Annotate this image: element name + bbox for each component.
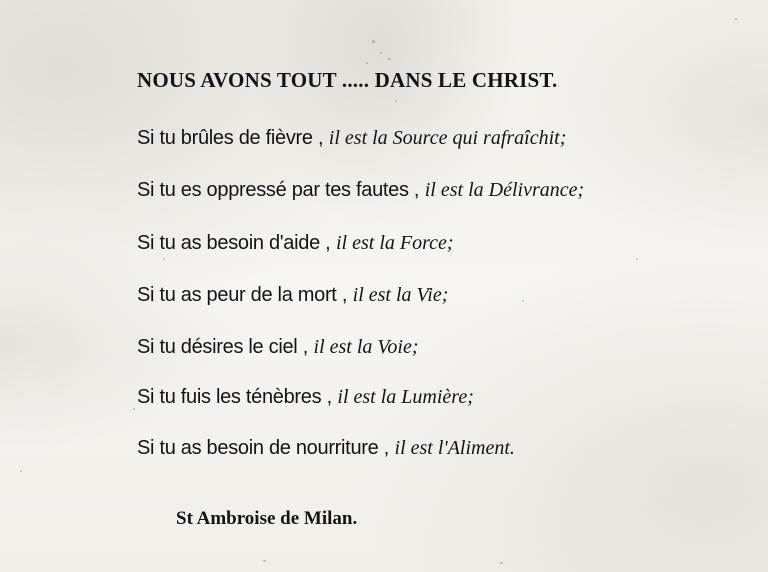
paper-speck xyxy=(388,58,391,60)
paper-speck xyxy=(522,300,524,302)
verse-line-emphasis: il est la Vie; xyxy=(352,284,449,306)
verse-line-3 xyxy=(137,232,454,255)
verse-line-emphasis: il est la Source qui rafraîchit; xyxy=(328,127,567,149)
paper-speck xyxy=(735,18,737,20)
paper-speck xyxy=(380,52,382,54)
verse-line-plain: Si tu as besoin de nourriture , xyxy=(137,437,389,459)
paper-speck xyxy=(163,258,165,260)
paper-speck xyxy=(395,100,397,102)
verse-line-7 xyxy=(137,437,515,460)
verse-line-plain: Si tu as peur de la mort , xyxy=(137,284,348,306)
verse-line-emphasis: il est la Délivrance; xyxy=(424,179,585,201)
verse-line-plain: Si tu es oppressé par tes fautes , xyxy=(137,179,420,201)
verse-line-4 xyxy=(137,284,448,307)
paper-speck xyxy=(20,470,22,472)
verse-line-plain: Si tu désires le ciel , xyxy=(137,336,308,358)
verse-line-emphasis: il est la Voie; xyxy=(313,336,419,358)
document-title: NOUS AVONS TOUT ..... DANS LE CHRIST. xyxy=(137,68,558,92)
paper-speck xyxy=(500,562,503,564)
verse-line-1 xyxy=(137,127,566,150)
verse-line-plain: Si tu brûles de fièvre , xyxy=(137,127,324,149)
paper-speck xyxy=(636,258,638,260)
paper-speck xyxy=(133,408,135,410)
paper-speck xyxy=(366,62,368,64)
verse-line-emphasis: il est l'Aliment. xyxy=(394,437,515,459)
signature: St Ambroise de Milan. xyxy=(176,508,358,529)
verse-line-2 xyxy=(137,179,584,202)
verse-line-5 xyxy=(137,336,419,359)
paper-speck xyxy=(372,40,375,43)
verse-line-6 xyxy=(137,386,474,409)
verse-line-emphasis: il est la Lumière; xyxy=(337,386,474,408)
verse-line-plain: Si tu as besoin d'aide , xyxy=(137,232,331,254)
verse-line-plain: Si tu fuis les ténèbres , xyxy=(137,386,332,408)
verse-line-emphasis: il est la Force; xyxy=(335,232,454,254)
paper-speck xyxy=(263,560,266,562)
